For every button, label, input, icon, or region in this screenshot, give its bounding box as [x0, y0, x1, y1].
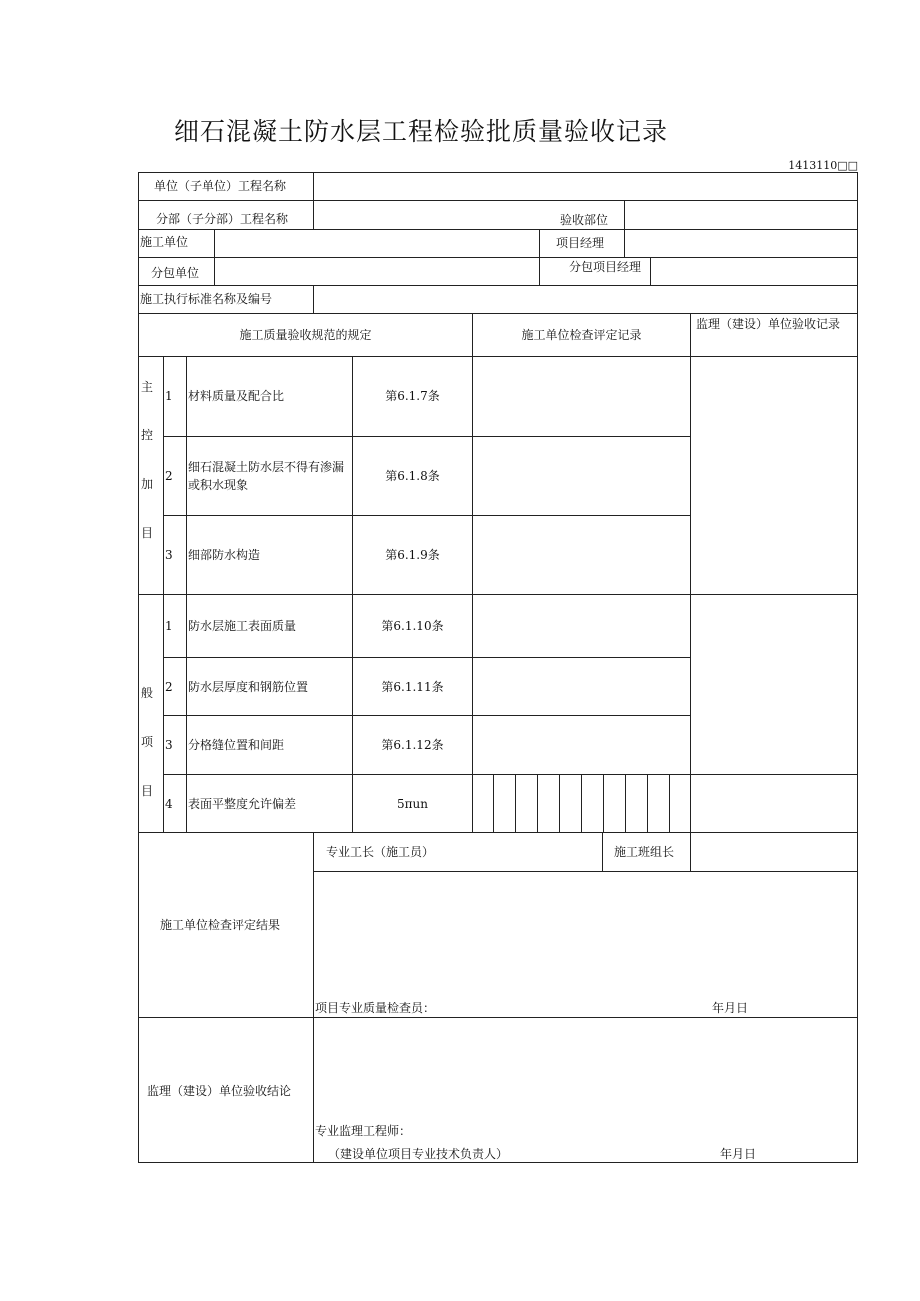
main-control-label-char: 控	[141, 428, 154, 442]
item-check-record[interactable]	[473, 658, 689, 714]
division-project-name-field[interactable]	[314, 201, 538, 228]
item-check-record[interactable]	[473, 437, 689, 514]
supervising-engineer-label: 专业监理工程师：	[315, 1124, 412, 1138]
item-name: 防水层施工表面质量	[188, 619, 297, 633]
supervision-record-header: 监理（建设）单位验收记录	[696, 317, 841, 331]
form-code: 1413110□□	[788, 159, 858, 172]
rule	[493, 774, 494, 833]
foreman-label: 专业工长（施工员）	[326, 845, 435, 859]
unit-project-name-field[interactable]	[314, 173, 857, 200]
item-number: 1	[165, 619, 173, 633]
item-number: 2	[165, 680, 173, 694]
item-number: 4	[165, 797, 173, 811]
owner-tech-label: （建设单位项目专业技术负责人）	[328, 1147, 509, 1161]
rule	[647, 774, 648, 833]
page-title: 细石混凝土防水层工程检验批质量验收记录	[174, 117, 669, 146]
unit-project-name-label: 单位（子单位）工程名称	[154, 179, 287, 193]
rule	[581, 774, 582, 833]
item-check-record[interactable]	[473, 716, 689, 773]
rule	[138, 1017, 858, 1018]
supervision-result-label: 监理（建设）单位验收结论	[147, 1084, 292, 1098]
team-leader-label: 施工班组长	[614, 845, 675, 859]
acceptance-part-field[interactable]	[625, 201, 857, 228]
construction-check-header: 施工单位检查评定记录	[521, 328, 642, 342]
item-clause: 第6.1.7条	[385, 389, 440, 403]
rule	[163, 774, 858, 775]
rule	[669, 774, 670, 833]
construction-result-label: 施工单位检查评定结果	[160, 918, 281, 932]
main-control-label-char: 加	[141, 477, 154, 491]
general-label-char: 目	[141, 784, 154, 798]
item-name: 表面平整度允许偏差	[188, 797, 297, 811]
rule	[186, 356, 187, 833]
item-number: 3	[165, 548, 173, 562]
construction-unit-field[interactable]	[215, 230, 538, 256]
subcontract-pm-field[interactable]	[651, 258, 857, 284]
rule	[559, 774, 560, 833]
item-clause: 第6.1.9条	[385, 548, 440, 562]
supervision-date-label: 年月日	[720, 1147, 757, 1161]
rule	[857, 172, 858, 1163]
rule	[313, 871, 858, 872]
item-number: 3	[165, 738, 173, 752]
item-name: 防水层厚度和钢筋位置	[188, 680, 309, 694]
general-supervision-record[interactable]	[691, 595, 857, 773]
item-tolerance: 5πun	[397, 797, 428, 811]
general-label-char: 项	[141, 735, 154, 749]
item-check-record[interactable]	[473, 357, 689, 435]
standard-label: 施工执行标准名称及编号	[140, 292, 273, 306]
subcontract-pm-label: 分包项目经理	[569, 260, 642, 274]
spec-rules-header: 施工质量验收规范的规定	[239, 328, 372, 342]
rule	[602, 832, 603, 871]
item-name: 材料质量及配合比	[188, 389, 285, 403]
subcontract-unit-label: 分包单位	[151, 266, 200, 280]
team-leader-field[interactable]	[691, 833, 857, 870]
item-name: 细石混凝土防水层不得有渗漏或积水现象	[188, 460, 345, 492]
item-clause: 第6.1.8条	[385, 469, 440, 483]
item-check-record[interactable]	[473, 516, 689, 593]
construction-unit-label: 施工单位	[140, 235, 189, 249]
standard-field[interactable]	[314, 286, 857, 312]
item-clause: 第6.1.10条	[381, 619, 444, 633]
construction-date-label: 年月日	[712, 1001, 749, 1015]
rule	[625, 774, 626, 833]
rule	[313, 832, 314, 1163]
rule	[603, 774, 604, 833]
main-control-supervision-record[interactable]	[691, 357, 857, 593]
rule	[352, 356, 353, 833]
project-manager-label: 项目经理	[556, 236, 605, 250]
item-name: 分格缝位置和间距	[188, 738, 285, 752]
item-number: 2	[165, 469, 173, 483]
general-label-char: 般	[141, 686, 154, 700]
acceptance-part-label: 验收部位	[560, 213, 609, 227]
rule	[138, 313, 858, 314]
subcontract-unit-field[interactable]	[215, 258, 538, 284]
item-clause: 第6.1.12条	[381, 738, 444, 752]
item-check-record[interactable]	[473, 595, 689, 656]
rule	[163, 356, 164, 833]
rule	[515, 774, 516, 833]
rule	[537, 774, 538, 833]
item-clause: 第6.1.11条	[381, 680, 444, 694]
main-control-label-char: 目	[141, 526, 154, 540]
inspector-label: 项目专业质量检查员：	[315, 1001, 436, 1015]
item-name: 细部防水构造	[188, 548, 261, 562]
rule	[138, 172, 139, 1163]
item-number: 1	[165, 389, 173, 403]
main-control-label-char: 主	[141, 380, 154, 394]
division-project-name-label: 分部（子分部）工程名称	[156, 212, 289, 226]
rule	[539, 229, 540, 285]
project-manager-field[interactable]	[625, 230, 857, 256]
